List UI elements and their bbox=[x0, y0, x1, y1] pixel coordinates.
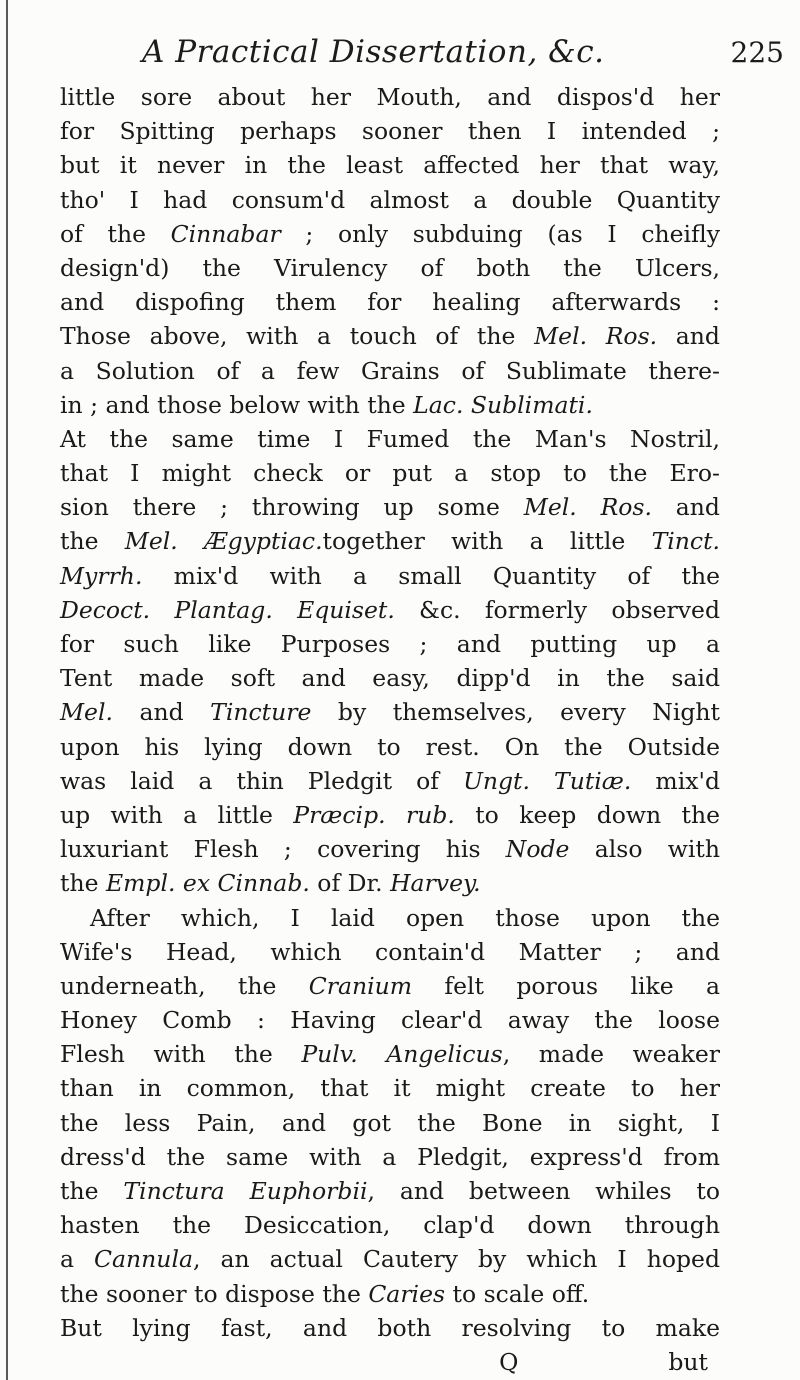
text-line bbox=[60, 319, 720, 353]
italic-term: Mel. Ros. bbox=[534, 322, 658, 351]
text-line bbox=[60, 388, 720, 422]
text-line bbox=[60, 1071, 720, 1105]
text-line bbox=[60, 251, 720, 285]
text-run: tho' I had consum'd almost a double Quantity bbox=[60, 185, 720, 214]
text-line bbox=[60, 217, 720, 251]
text-run: and dispofing them for healing afterwards : bbox=[60, 288, 720, 317]
text-run: Honey Comb : Having clear'd away the loose bbox=[60, 1006, 720, 1035]
text-line bbox=[60, 764, 720, 798]
text-run: up with a little bbox=[60, 800, 294, 829]
text-line bbox=[60, 354, 720, 388]
body-text bbox=[60, 80, 720, 1379]
text-run: of Dr. bbox=[309, 869, 391, 898]
text-line bbox=[60, 798, 720, 832]
text-run: , an actual Cautery by which I hoped bbox=[192, 1245, 720, 1274]
text-line bbox=[60, 832, 720, 866]
text-line bbox=[60, 1003, 720, 1037]
signature-mark: Q bbox=[499, 1347, 519, 1376]
text-line bbox=[60, 661, 720, 695]
text-run: At the same time I Fumed the Man's Nostril, bbox=[60, 424, 720, 453]
text-run: for such like Purposes ; and putting up a bbox=[60, 630, 720, 658]
text-run: But lying fast, and both resolving to make bbox=[60, 1313, 720, 1342]
text-line bbox=[60, 285, 720, 319]
text-run: that I might check or put a stop to the Ero- bbox=[60, 459, 720, 488]
text-run: sion there ; throwing up some bbox=[60, 493, 524, 522]
text-line bbox=[60, 490, 720, 524]
text-run: felt porous like a bbox=[412, 971, 721, 1000]
italic-term: Tincture bbox=[210, 698, 312, 727]
text-run: the bbox=[60, 527, 125, 556]
text-run: &c. formerly observed bbox=[394, 595, 720, 624]
text-run: to scale off. bbox=[445, 1279, 590, 1308]
text-run: After which, I laid open those upon the bbox=[90, 903, 720, 932]
text-run: , and between whiles to bbox=[367, 1177, 720, 1205]
text-run: in ; and those below with the bbox=[60, 390, 414, 419]
catch-line bbox=[60, 1345, 720, 1379]
text-run: luxuriant Flesh ; covering his bbox=[60, 835, 506, 864]
text-run: dress'd the same with a Pledgit, express'd from bbox=[60, 1142, 720, 1171]
italic-term: Cinnabar bbox=[170, 219, 281, 248]
text-line bbox=[60, 422, 720, 456]
text-run: the less Pain, and got the Bone in sight, I bbox=[60, 1108, 720, 1137]
text-line bbox=[60, 456, 720, 490]
page-number: 225 bbox=[730, 36, 784, 69]
catchword: but bbox=[668, 1347, 708, 1376]
text-run: upon his lying down to rest. On the Outside bbox=[60, 732, 720, 761]
text-run: than in common, that it might create to her bbox=[60, 1074, 720, 1103]
italic-term: Mel. Ægyptiac. bbox=[124, 527, 323, 556]
italic-term: Empl. ex Cinnab. bbox=[105, 869, 310, 898]
text-run: together with a little bbox=[322, 527, 652, 556]
text-line bbox=[60, 183, 720, 217]
text-run: the bbox=[60, 1177, 124, 1205]
text-run: but it never in the least affected her that way, bbox=[60, 151, 720, 180]
italic-term: Pulv. Angelicus bbox=[301, 1040, 503, 1069]
text-run: to keep down the bbox=[454, 800, 720, 829]
text-run: underneath, the bbox=[60, 971, 309, 1000]
text-line bbox=[60, 695, 720, 729]
italic-term: Harvey. bbox=[390, 869, 481, 898]
text-line bbox=[60, 1242, 720, 1276]
text-run: mix'd bbox=[631, 766, 720, 795]
text-line bbox=[60, 1208, 720, 1242]
text-run: the bbox=[60, 869, 106, 898]
page-edge-rule bbox=[6, 0, 8, 1380]
italic-term: Myrrh. bbox=[60, 561, 143, 590]
text-line bbox=[60, 1277, 720, 1311]
text-run: little sore about her Mouth, and dispos'd her bbox=[60, 83, 720, 111]
italic-term: Ungt. Tutiæ. bbox=[463, 766, 632, 795]
text-line bbox=[60, 935, 720, 969]
text-run: design'd) the Virulency of both the Ulcers, bbox=[60, 253, 720, 282]
text-run: Wife's Head, which contain'd Matter ; and bbox=[60, 937, 720, 966]
text-run: also with bbox=[569, 835, 720, 864]
text-run: ; only subduing (as I cheifly bbox=[280, 219, 720, 248]
text-run: and bbox=[112, 698, 211, 727]
text-line bbox=[60, 730, 720, 764]
italic-term: Caries bbox=[368, 1279, 446, 1308]
text-run: a Solution of a few Grains of Sublimate there- bbox=[60, 356, 720, 385]
italic-term: Lac. Sublimati. bbox=[413, 390, 593, 419]
text-line bbox=[60, 1140, 720, 1174]
text-run: Flesh with the bbox=[60, 1040, 302, 1069]
text-run: of the bbox=[60, 219, 171, 248]
text-line bbox=[60, 1311, 720, 1345]
italic-term: Tinct. bbox=[651, 527, 720, 556]
text-run: hasten the Desiccation, clap'd down through bbox=[60, 1211, 720, 1240]
text-line bbox=[60, 148, 720, 182]
text-run: Tent made soft and easy, dipp'd in the said bbox=[60, 664, 720, 693]
text-line bbox=[60, 866, 720, 900]
text-line bbox=[60, 593, 720, 627]
text-line bbox=[60, 969, 720, 1003]
text-run: mix'd with a small Quantity of the bbox=[142, 561, 720, 590]
text-run: by themselves, every Night bbox=[311, 698, 720, 727]
text-line bbox=[60, 114, 720, 148]
text-run: the sooner to dispose the bbox=[60, 1279, 369, 1308]
running-head bbox=[0, 34, 800, 84]
text-run: and bbox=[651, 493, 720, 522]
text-run: was laid a thin Pledgit of bbox=[60, 766, 464, 795]
text-run: and bbox=[657, 322, 720, 351]
text-line bbox=[60, 627, 720, 661]
text-line bbox=[60, 1106, 720, 1140]
italic-term: Mel. bbox=[60, 698, 113, 727]
text-run: for Spitting perhaps sooner then I intended ; bbox=[60, 117, 720, 146]
text-run: , made weaker bbox=[502, 1040, 721, 1069]
running-head-title: A Practical Dissertation, &c. bbox=[142, 34, 605, 70]
italic-term: Decoct. Plantag. Equiset. bbox=[60, 595, 395, 624]
italic-term: Cannula bbox=[94, 1245, 193, 1274]
text-line bbox=[60, 1037, 720, 1071]
text-line bbox=[60, 524, 720, 558]
italic-term: Cranium bbox=[308, 971, 413, 1000]
text-line bbox=[60, 901, 720, 935]
text-line bbox=[60, 559, 720, 593]
text-line bbox=[60, 1174, 720, 1208]
italic-term: Tinctura Euphorbii bbox=[123, 1177, 368, 1205]
text-run: Those above, with a touch of the bbox=[60, 322, 535, 351]
italic-term: Mel. Ros. bbox=[523, 493, 652, 522]
text-run: a bbox=[60, 1245, 95, 1274]
italic-term: Node bbox=[505, 835, 570, 864]
italic-term: Præcip. rub. bbox=[293, 800, 455, 829]
text-line bbox=[60, 80, 720, 114]
